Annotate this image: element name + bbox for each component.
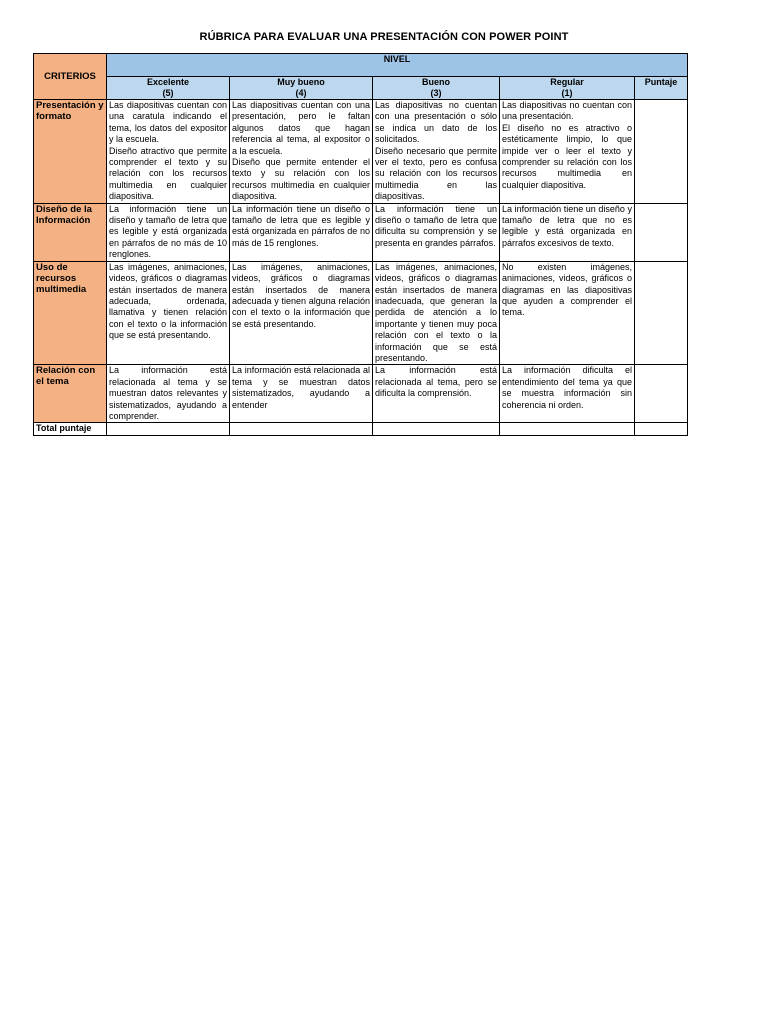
score-cell[interactable] — [635, 100, 688, 204]
total-empty-cell — [107, 423, 230, 435]
level-description — [373, 203, 500, 261]
description-paragraph: Las imágenes, animaciones, videos, gráficos o diagramas están insertados de manera adecuada y tienen alguna relación con el texto o la información que se está presentando. — [232, 261, 370, 329]
criterion-label: Presentación y formato — [34, 100, 107, 204]
description-paragraph: El diseño no es atractivo o estéticamente limpio, lo que impide ver o leer el texto y comprender su relación con los recursos multimedia en cualquier diapositiva. — [502, 122, 632, 190]
rubric-row — [34, 261, 688, 365]
description-paragraph: Diseño atractivo que permite comprender el texto y su relación con los recursos multimedia en cualquier diapositiva. — [109, 145, 227, 202]
score-cell[interactable] — [635, 365, 688, 423]
total-score-cell[interactable] — [635, 423, 688, 435]
description-paragraph: Diseño necesario que permite ver el texto, pero es confusa su relación con los recursos multimedia en las diapositivas. — [375, 145, 497, 202]
description-paragraph: Las diapositivas cuentan con una presentación, pero le faltan algunos datos que hagan referencia al tema, al expositor o a la escuela. — [232, 100, 370, 156]
criterios-header: CRITERIOS — [34, 54, 107, 100]
criterion-label: Diseño de la Información — [34, 203, 107, 261]
total-empty-cell — [230, 423, 373, 435]
level-description — [230, 261, 373, 365]
score-cell[interactable] — [635, 203, 688, 261]
description-paragraph: Las imágenes, animaciones, videos, gráficos o diagramas están insertados de manera adecuada, ordenada, llamativa y tienen relación con el texto o la información que se está presentando. — [109, 261, 227, 341]
rubric-row — [34, 100, 688, 204]
level-header: Muy bueno (4) — [230, 77, 373, 100]
description-paragraph: La información tiene un diseño y tamaño de letra que es legible y está organizada en párrafos de no más de 10 renglones. — [109, 203, 227, 260]
level-description — [230, 100, 373, 204]
description-paragraph: Las diapositivas cuentan con una caratula indicando el tema, los datos del expositor y la escuela. — [109, 100, 227, 145]
page-title: RÚBRICA PARA EVALUAR UNA PRESENTACIÓN CON POWER POINT — [199, 31, 569, 43]
level-description — [230, 365, 373, 423]
description-paragraph: La información tiene un diseño o tamaño de letra que dificulta su comprensión y se presenta en grandes párrafos. — [375, 203, 497, 248]
level-description — [373, 100, 500, 204]
description-paragraph: La información está relacionada al tema, pero se dificulta la comprensión. — [375, 365, 497, 399]
description-paragraph: No existen imágenes, animaciones, videos, gráficos o diagramas en las diapositivas que ayuden a comprender el tema. — [502, 261, 632, 318]
criterion-label: Relación con el tema — [34, 365, 107, 423]
puntaje-header: Puntaje — [635, 77, 688, 100]
level-header: Bueno (3) — [373, 77, 500, 100]
level-description — [107, 261, 230, 365]
level-header: Excelente (5) — [107, 77, 230, 100]
level-description — [500, 365, 635, 423]
rubric-row — [34, 203, 688, 261]
score-cell[interactable] — [635, 261, 688, 365]
level-description — [500, 203, 635, 261]
description-paragraph: La información tiene un diseño y tamaño de letra que no es legible y está organizada en párrafos excesivos de texto. — [502, 203, 632, 248]
level-description — [500, 100, 635, 204]
total-label: Total puntaje — [34, 423, 107, 435]
description-paragraph: La información está relacionada al tema y se muestran datos relevantes y sistematizados, ayudando a comprender. — [109, 365, 227, 421]
description-paragraph: Las diapositivas no cuentan con una presentación o sólo se indica un dato de los solicitados. — [375, 100, 497, 145]
description-paragraph: La información está relacionada al tema y se muestran datos sistematizados, ayudando a entender — [232, 365, 370, 410]
description-paragraph: Las imágenes, animaciones, videos, gráficos o diagramas están insertados de manera inadecuada, que generan la perdida de atención a lo importante y tienen muy poca relación con el texto o la información que se está presentando. — [375, 261, 497, 363]
level-description — [230, 203, 373, 261]
level-description — [107, 203, 230, 261]
criterion-label: Uso de recursos multimedia — [34, 261, 107, 365]
total-empty-cell — [500, 423, 635, 435]
level-description — [373, 365, 500, 423]
description-paragraph: La información dificulta el entendimiento del tema ya que se muestra información sin coherencia ni orden. — [502, 365, 632, 410]
nivel-header: NIVEL — [107, 54, 688, 77]
description-paragraph: Diseño que permite entender el texto y su relación con los recursos multimedia en cualquier diapositiva. — [232, 157, 370, 202]
total-empty-cell — [373, 423, 500, 435]
rubric-row — [34, 365, 688, 423]
level-header: Regular (1) — [500, 77, 635, 100]
level-description — [500, 261, 635, 365]
level-description — [373, 261, 500, 365]
rubric-table — [33, 53, 688, 436]
level-description — [107, 100, 230, 204]
description-paragraph: La información tiene un diseño o tamaño de letra que es legible y está organizada en párrafos de no más de 15 renglones. — [232, 203, 370, 248]
description-paragraph: Las diapositivas no cuentan con una presentación. — [502, 100, 632, 122]
total-row — [34, 423, 688, 435]
level-description — [107, 365, 230, 423]
